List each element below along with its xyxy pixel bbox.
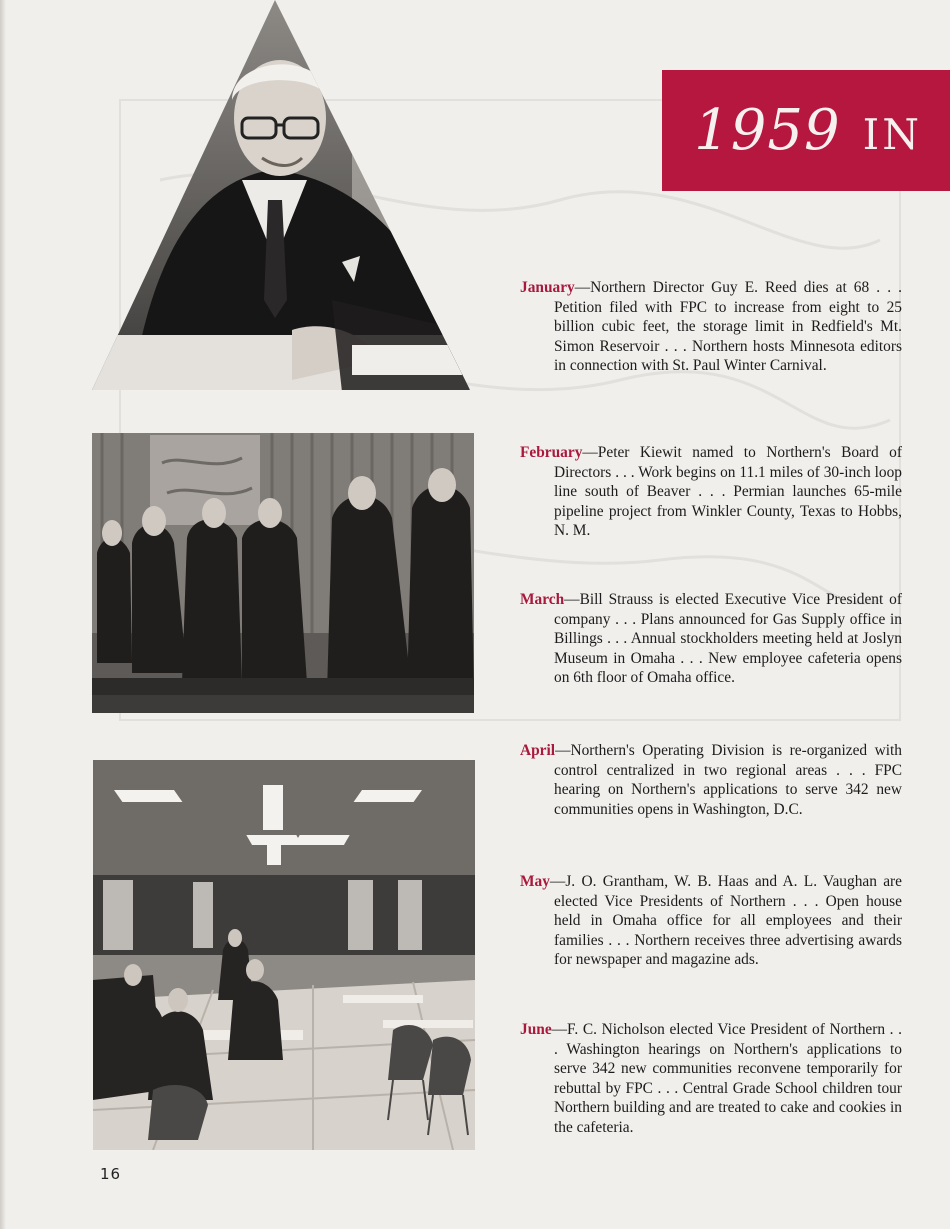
- entry-text: —Bill Strauss is elected Executive Vice President of company . . . Plans announced for Gas Supply office in Billings . . . Annual stockholders meeting held at Joslyn Museum in Omaha . . . New employee cafeteria opens on 6th floor of Omaha office.: [554, 591, 902, 687]
- year-text: 1959: [694, 98, 841, 163]
- cafeteria-photo: [93, 760, 475, 1150]
- year-title-band: [662, 70, 950, 191]
- month-label: May: [520, 873, 550, 890]
- entry-text: —Peter Kiewit named to Northern's Board of Directors . . . Work begins on 11.1 miles of 30-inch loop line south of Beaver . . . Permian launches 65-mile pipeline project from Winkler County, Texas to Hobbs, N. M.: [554, 444, 902, 540]
- month-label: March: [520, 591, 565, 608]
- entry-march: [520, 590, 902, 688]
- entry-april: [520, 741, 902, 819]
- month-label: January: [520, 279, 575, 296]
- month-label: April: [520, 742, 556, 759]
- entry-text: —Northern Director Guy E. Reed dies at 68 . . . Petition filed with FPC to increase from eight to 25 billion cubic feet, the storage limit in Redfield's Mt. Simon Reservoir . . . Northern hosts Minnesota editors in connection with St. Paul Winter Carnival.: [554, 279, 902, 375]
- title-word: IN: [862, 110, 922, 159]
- portrait-photo: [92, 0, 470, 392]
- entry-january: [520, 278, 902, 376]
- month-label: June: [520, 1021, 552, 1038]
- entry-text: —F. C. Nicholson elected Vice President of Northern . . . Washington hearings on Northern's applications to serve 342 new communities reconvene temporarily for rebuttal by FPC . . . Central Grade School children tour Northern building and are treated to cake and cookies in the cafeteria.: [551, 1021, 902, 1136]
- page-edge: [0, 0, 6, 1229]
- entry-text: —J. O. Grantham, W. B. Haas and A. L. Vaughan are elected Vice Presidents of Northern . . . Open house held in Omaha office for all employees and their families . . . Northern receives three advertising awards for newspaper and magazine ads.: [549, 873, 902, 969]
- entry-text: —Northern's Operating Division is re-organized with control centralized in two regional areas . . . FPC hearing on Northern's applications to serve 342 new communities opens in Washington, D.C.: [554, 742, 902, 818]
- year-title: [694, 98, 936, 163]
- meeting-photo: [92, 433, 474, 713]
- page-number: 16: [100, 1165, 122, 1183]
- entry-may: [520, 872, 902, 970]
- entry-february: [520, 443, 902, 541]
- month-label: February: [520, 444, 583, 461]
- entry-june: [520, 1020, 902, 1138]
